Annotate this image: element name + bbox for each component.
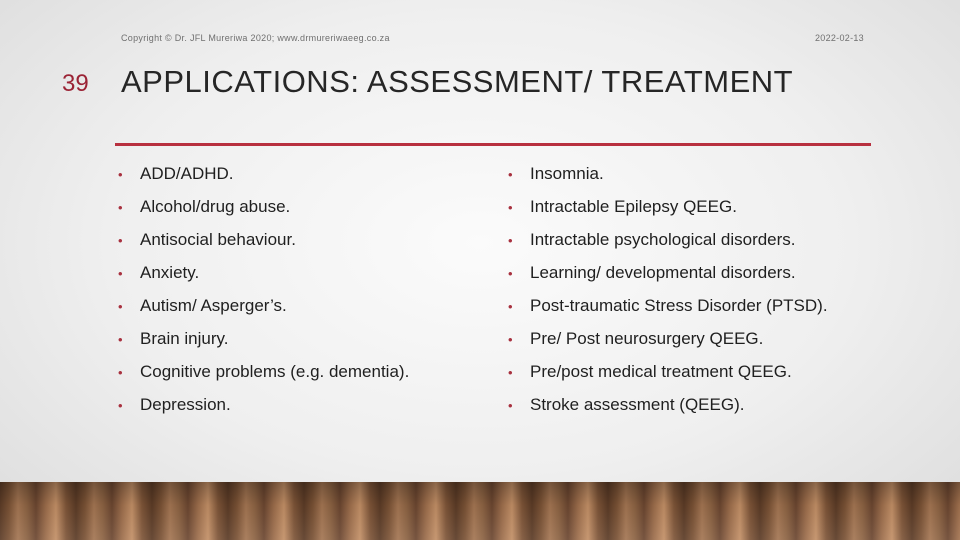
list-item-text: Autism/ Asperger’s. [140,296,287,315]
left-bullet-list [118,164,478,428]
list-item-text: Stroke assessment (QEEG). [530,395,745,414]
list-item-text: Intractable psychological disorders. [530,230,796,249]
bullet-icon: • [118,299,123,314]
list-item [118,197,478,230]
list-item-text: Pre/post medical treatment QEEG. [530,362,792,381]
list-item [118,296,478,329]
list-item [508,197,908,230]
right-bullet-list [508,164,908,428]
bullet-icon: • [508,167,513,182]
list-item-text: Intractable Epilepsy QEEG. [530,197,737,216]
bullet-icon: • [508,233,513,248]
bullet-icon: • [118,266,123,281]
list-item [508,329,908,362]
list-item-text: Learning/ developmental disorders. [530,263,796,282]
list-item [118,263,478,296]
list-item-text: ADD/ADHD. [140,164,234,183]
list-item-text: Depression. [140,395,231,414]
list-item [508,395,908,428]
bullet-icon: • [508,266,513,281]
bullet-icon: • [508,332,513,347]
list-item-text: Insomnia. [530,164,604,183]
list-item-text: Anxiety. [140,263,200,282]
wood-floor-decoration [0,482,960,540]
bullet-icon: • [118,233,123,248]
list-item-text: Post-traumatic Stress Disorder (PTSD). [530,296,828,315]
list-item-text: Brain injury. [140,329,229,348]
bullet-icon: • [118,398,123,413]
list-item [118,362,478,395]
bullet-icon: • [118,167,123,182]
bullet-icon: • [118,365,123,380]
list-item [508,362,908,395]
list-item [118,329,478,362]
list-item-text: Cognitive problems (e.g. dementia). [140,362,410,381]
bullet-icon: • [508,365,513,380]
title-divider [115,143,871,146]
list-item [508,164,908,197]
list-item [118,395,478,428]
bullet-icon: • [508,299,513,314]
slide-number: 39 [62,70,89,97]
slide-title: APPLICATIONS: ASSESSMENT/ TREATMENT [121,64,794,99]
slide-date: 2022-02-13 [814,33,864,43]
bullet-icon: • [118,200,123,215]
list-item [118,230,478,263]
list-item [508,296,908,329]
list-item [118,164,478,197]
copyright-footer: Copyright © Dr. JFL Mureriwa 2020; www.drmureriwaeeg.co.za [121,33,390,43]
bullet-icon: • [508,398,513,413]
bullet-icon: • [508,200,513,215]
list-item-text: Alcohol/drug abuse. [140,197,291,216]
list-item-text: Antisocial behaviour. [140,230,296,249]
list-item [508,230,908,263]
bullet-icon: • [118,332,123,347]
list-item [508,263,908,296]
list-item-text: Pre/ Post neurosurgery QEEG. [530,329,764,348]
